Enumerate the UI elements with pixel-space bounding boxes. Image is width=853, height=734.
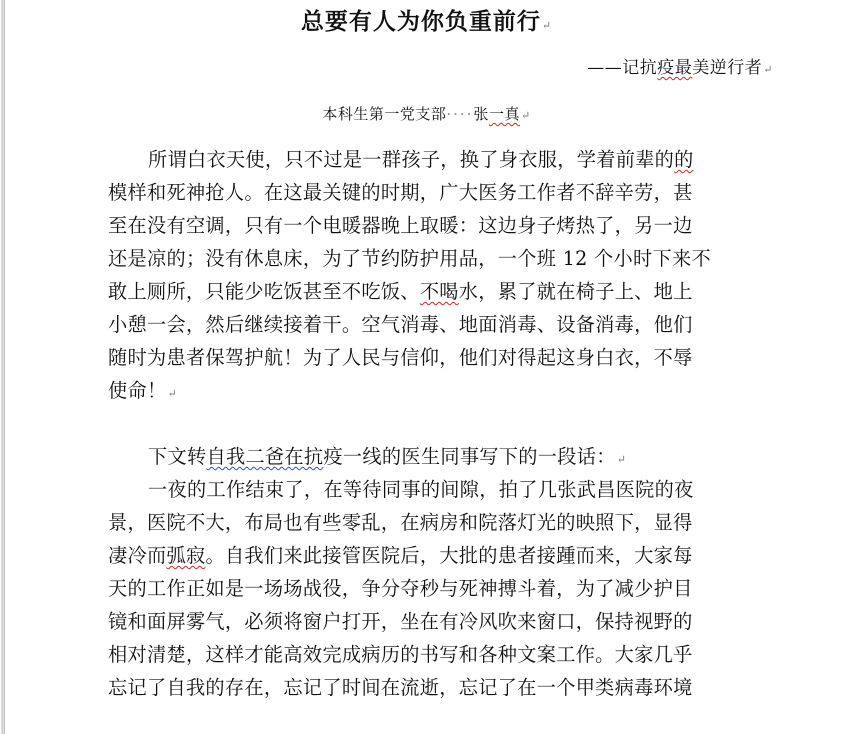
paragraph-1-line-5: 敢上厕所，只能少吃饭甚至不吃饭、不喝水，累了就在椅子上、地上 xyxy=(108,280,693,303)
paragraph-1-line-1: 所谓白衣天使，只不过是一群孩子，换了身衣服，学着前辈的的 xyxy=(148,148,694,171)
paragraph-3-line-6: 相对清楚，这样才能高效完成病历的书写和各种文案工作。大家几乎 xyxy=(108,643,693,666)
paragraph-1-line-2: 模样和死神抢人。在这最关键的时期，广大医务工作者不辞辛劳，甚 xyxy=(108,181,693,204)
paragraph-3-line-4: 天的工作正如是一场场战役，争分夺秒与死神搏斗着，为了减少护目 xyxy=(108,577,693,600)
paragraph-1-line-7: 随时为患者保驾护航！为了人民与信仰，他们对得起这身白衣，不辱 xyxy=(108,346,693,369)
paragraph-2-grammar-span: 自我二爸在抗 xyxy=(206,445,324,468)
author-line[interactable] xyxy=(0,102,853,128)
paragraph-1-line-4: 还是凉的；没有休息床，为了节约防护用品，一个班 12 个小时下来不 xyxy=(108,247,711,270)
paragraph-1-line-6: 小憩一会，然后继续接着干。空气消毒、地面消毒、设备消毒，他们 xyxy=(108,313,693,336)
paragraph-3-line-3: 凄冷而弧寂。自我们来此接管医院后，大批的患者接踵而来，大家每 xyxy=(108,544,693,567)
paragraph-mark-icon: ↵ xyxy=(616,453,627,466)
paragraph-1-last-text: 使命！ xyxy=(108,379,167,402)
paragraph-3-line-1: 一夜的工作结束了，在等待同事的间隙，拍了几张武昌医院的夜 xyxy=(148,478,694,501)
paragraph-2-text-a: 下文转 xyxy=(148,445,207,468)
author-unit: 本科生第一党支部 xyxy=(322,105,447,123)
paragraph-3[interactable] xyxy=(108,473,763,704)
paragraph-1-line-3: 至在没有空调，只有一个电暖器晚上取暖：这边身子烤热了，另一边 xyxy=(108,214,693,237)
space-marks: ···· xyxy=(446,105,474,123)
subtitle-text-prefix: ——记抗 xyxy=(587,58,658,78)
paragraph-mark-icon: ↵ xyxy=(167,387,177,400)
document-subtitle[interactable] xyxy=(0,55,773,83)
paragraph-mark-icon: ↵ xyxy=(763,63,773,76)
paragraph-mark-icon: ↵ xyxy=(541,19,553,32)
author-name-spellcheck: 一真 xyxy=(488,105,520,123)
author-name-first: 张 xyxy=(473,105,489,123)
paragraph-2-line-1 xyxy=(108,440,763,476)
title-text: 总要有人为你负重前行 xyxy=(300,8,541,35)
paragraph-2-text-b: 疫一线的医生同事写下的一段话： xyxy=(323,445,616,468)
paragraph-1-line-8 xyxy=(108,374,763,410)
document-title[interactable] xyxy=(0,5,853,43)
subtitle-spellcheck-span: 疫最 xyxy=(657,58,693,78)
paragraph-3-line-7: 忘记了自我的存在，忘记了时间在流逝，忘记了在一个甲类病毒环境 xyxy=(108,676,693,699)
paragraph-mark-icon: ↵ xyxy=(520,109,531,122)
paragraph-3-line-5: 镜和面屏雾气，必须将窗户打开，坐在有冷风吹来窗口，保持视野的 xyxy=(108,610,693,633)
paragraph-3-line-2: 景，医院不大，布局也有些零乱，在病房和院落灯光的映照下，显得 xyxy=(108,511,693,534)
paragraph-1[interactable] xyxy=(108,143,763,410)
subtitle-text-suffix: 美逆行者 xyxy=(692,58,763,78)
paragraph-2[interactable] xyxy=(108,440,763,476)
